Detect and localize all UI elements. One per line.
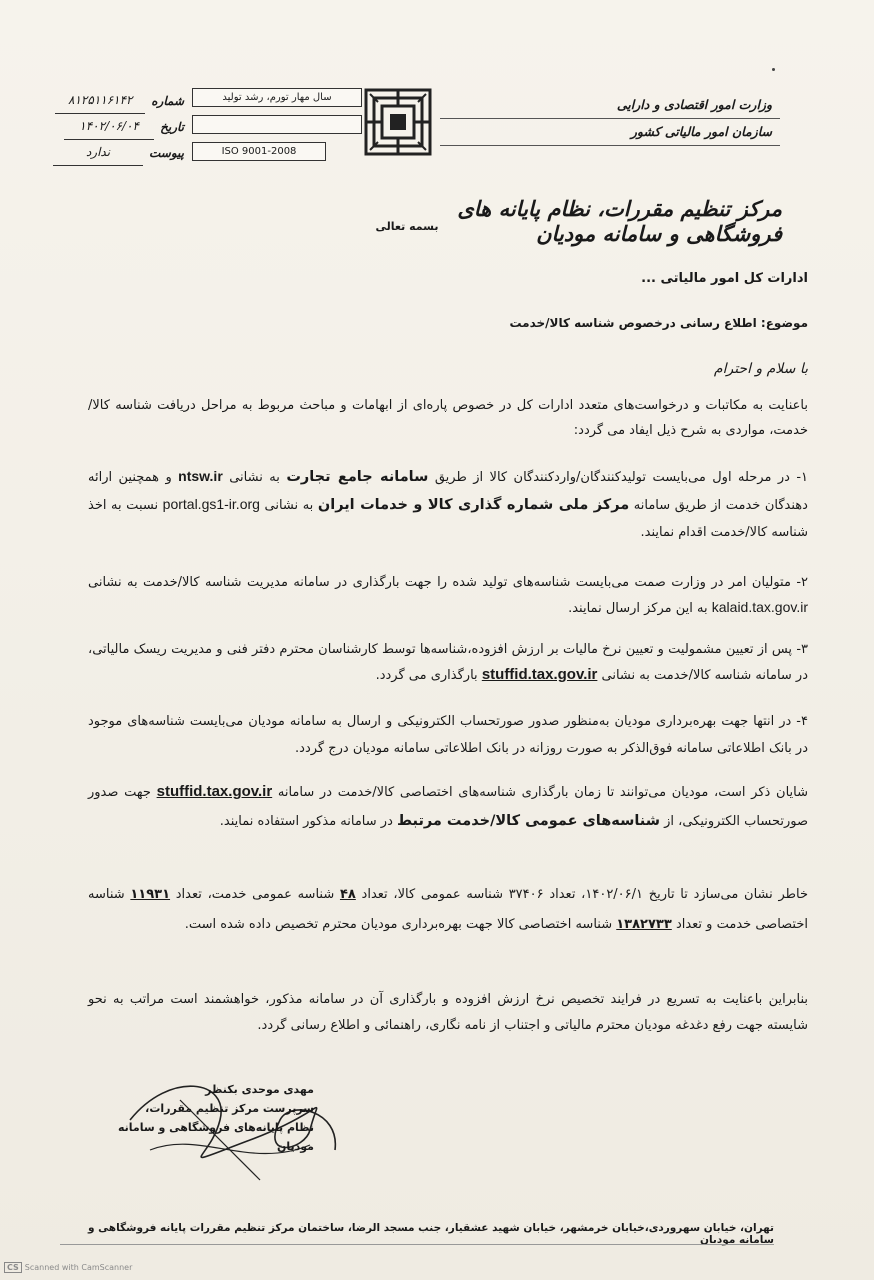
item-3-text-c: بارگذاری می گردد.: [375, 668, 478, 683]
organization-name: سازمان امور مالیاتی کشور: [440, 119, 780, 146]
intro-paragraph: باعنایت به مکاتبات و درخواست‌های متعدد ادارات کل در خصوص پاره‌ای از ابهامات و مباحث مربوط به مراحل دریافت شناسه کالا/خدمت، مواردی به شرح ذیل ایفاد می گردد:: [88, 398, 808, 438]
item-1: [88, 463, 808, 546]
stats-text-a: خاطر نشان می‌سازد تا تاریخ ۱۴۰۲/۰۶/۱، تعداد ۳۷۴۰۶ شناسه عمومی کالا، تعداد: [361, 887, 808, 902]
number-row: [14, 88, 184, 114]
scanner-text: Scanned with CamScanner: [24, 1263, 133, 1272]
bismillah: بسمه تعالی: [375, 220, 439, 233]
iso-box: ISO 9001-2008: [192, 142, 326, 161]
center-title: مرکز تنظیم مقررات، نظام پایانه های فروشگاهی و سامانه مودیان: [457, 196, 782, 246]
stats-text-g: شناسه اختصاصی کالا جهت بهره‌برداری مودیان محترم تخصیص داده شده است.: [184, 917, 613, 932]
note-general-ids: شناسه‌های عمومی کالا/خدمت مرتبط: [397, 813, 660, 829]
item-1-text-c: به نشانی: [229, 470, 280, 485]
number-value: ۸۱۲۵۱۱۶۱۴۲: [55, 88, 145, 114]
signatory-position-2: نظام پایانه‌های فروشگاهی و سامانه مودیان: [117, 1121, 314, 1153]
scanner-watermark: [4, 1262, 132, 1273]
scan-speck: [772, 68, 775, 71]
date-row: [14, 114, 184, 140]
item-4: ۴- در انتها جهت بهره‌برداری مودیان به‌منظور صدور صورتحساب الکترونیکی و ارسال به سامانه مودیان می‌بایست شناسه‌های موجود در بانک اطلاعاتی سامانه فوق‌الذکر به صورت روزانه در بانک اطلاعاتی سامانه مودیان درج گردد.: [88, 714, 808, 756]
attachment-value: ندارد: [53, 140, 143, 166]
header-boxes: [192, 88, 362, 169]
stats-service-specific-count: ۱۱۹۳۱: [130, 887, 171, 902]
item-3-text-a: ۳- پس از تعیین مشمولیت و تعیین نرخ مالیات بر ارزش افزوده،شناسه‌ها توسط کارشناسان محترم دفتر فنی و مدیریت ریسک مالیاتی، در سامانه شناسه کالا/خدمت به نشانی: [88, 642, 808, 683]
date-label: تاریخ: [160, 119, 184, 134]
stats-paragraph: [88, 880, 808, 940]
ministry-header: [440, 92, 780, 146]
signatory-block: [84, 1080, 314, 1156]
closing-paragraph: بنابراین باعنایت به تسریع در فرایند تخصیص نرخ ارزش افزوده و بارگذاری آن در سامانه مذکور، خواهشمند است مراتب به نحو شایسته جهت رفع دغدغه مودیان محترم مالیاتی و اجتناب از نامه نگاری، راهنمائی و اطلاع رسانی گردد.: [88, 992, 808, 1033]
note-text-e: در سامانه مذکور استفاده نمایند.: [219, 814, 393, 829]
letter-meta: [14, 88, 184, 166]
item-1-text-e: و همچنین ارائه دهندگان خدمت از طریق سامانه: [88, 470, 808, 513]
attachment-row: [14, 140, 184, 166]
note-text-a: شایان ذکر است، مودیان می‌توانند تا زمان بارگذاری شناسه‌های اختصاصی کالا/خدمت در سامانه: [277, 785, 808, 800]
note-stuffid-link: stuffid.tax.gov.ir: [156, 783, 273, 800]
stuffid-link: stuffid.tax.gov.ir: [481, 666, 598, 683]
stats-text-e: شناسه اختصاصی خدمت و تعداد: [88, 887, 808, 932]
item-2: [88, 570, 808, 621]
iran-emblem-icon: [364, 88, 432, 156]
date-value: ۱۴۰۲/۰۶/۰۴: [64, 114, 154, 140]
note-text-c: جهت صدور صورتحساب الکترونیکی، از: [88, 785, 808, 829]
item-1-gs1-name: مرکز ملی شماره گذاری کالا و خدمات ایران: [317, 497, 630, 513]
signatory-name: مهدی موحدی بکنظر: [205, 1083, 314, 1096]
year-slogan-box: سال مهار تورم، رشد تولید: [192, 88, 362, 107]
item-2-text-c: به این مرکز ارسال نمایند.: [568, 601, 708, 616]
attachment-label: پیوست: [149, 145, 184, 160]
number-label: شماره: [151, 93, 184, 108]
item-1-system-name: سامانه جامع تجارت: [286, 469, 429, 485]
camscanner-logo-icon: CS: [4, 1262, 22, 1273]
signatory-position-1: سرپرست مرکز تنظیم مقررات،: [145, 1102, 314, 1115]
item-2-text-a: ۲- متولیان امر در وزارت صمت می‌بایست شناسه‌های تولید شده را جهت بارگذاری در سامانه مدیریت شناسه کالا/خدمت به نشانی: [88, 575, 808, 590]
subject: موضوع: اطلاع رسانی درخصوص شناسه کالا/خدمت: [509, 316, 808, 330]
greeting: با سلام و احترام: [713, 361, 808, 377]
item-1-text-g: به نشانی: [264, 498, 314, 513]
gs1-link: portal.gs1-ir.org: [162, 496, 260, 512]
item-1-text-i: نسبت به اخذ شناسه کالا/خدمت اقدام نمایند.: [88, 498, 808, 540]
ministry-name: وزارت امور اقتصادی و دارایی: [440, 92, 780, 119]
footer-divider: [60, 1244, 774, 1245]
blank-box: [192, 115, 362, 134]
ntsw-link: ntsw.ir: [178, 468, 223, 484]
stats-service-general-count: ۴۸: [339, 887, 356, 902]
note-paragraph: [88, 778, 808, 836]
stats-text-c: شناسه عمومی خدمت، تعداد: [175, 887, 335, 902]
recipient: ادارات کل امور مالیاتی ...: [641, 271, 808, 286]
footer-address: تهران، خیابان سهروردی،خیابان خرمشهر، خیابان شهید عشقیار، جنب مسجد الرضا، ساختمان مرکز تنظیم مقررات پایانه فروشگاهی و سامانه مودیان: [87, 1222, 774, 1246]
item-3: [88, 637, 808, 688]
kalaid-link: kalaid.tax.gov.ir: [711, 599, 808, 615]
stats-goods-specific-count: ۱۳۸۲۷۳۳: [616, 917, 672, 932]
item-1-text-a: ۱- در مرحله اول می‌بایست تولیدکنندگان/واردکنندگان کالا از طریق: [434, 470, 809, 485]
